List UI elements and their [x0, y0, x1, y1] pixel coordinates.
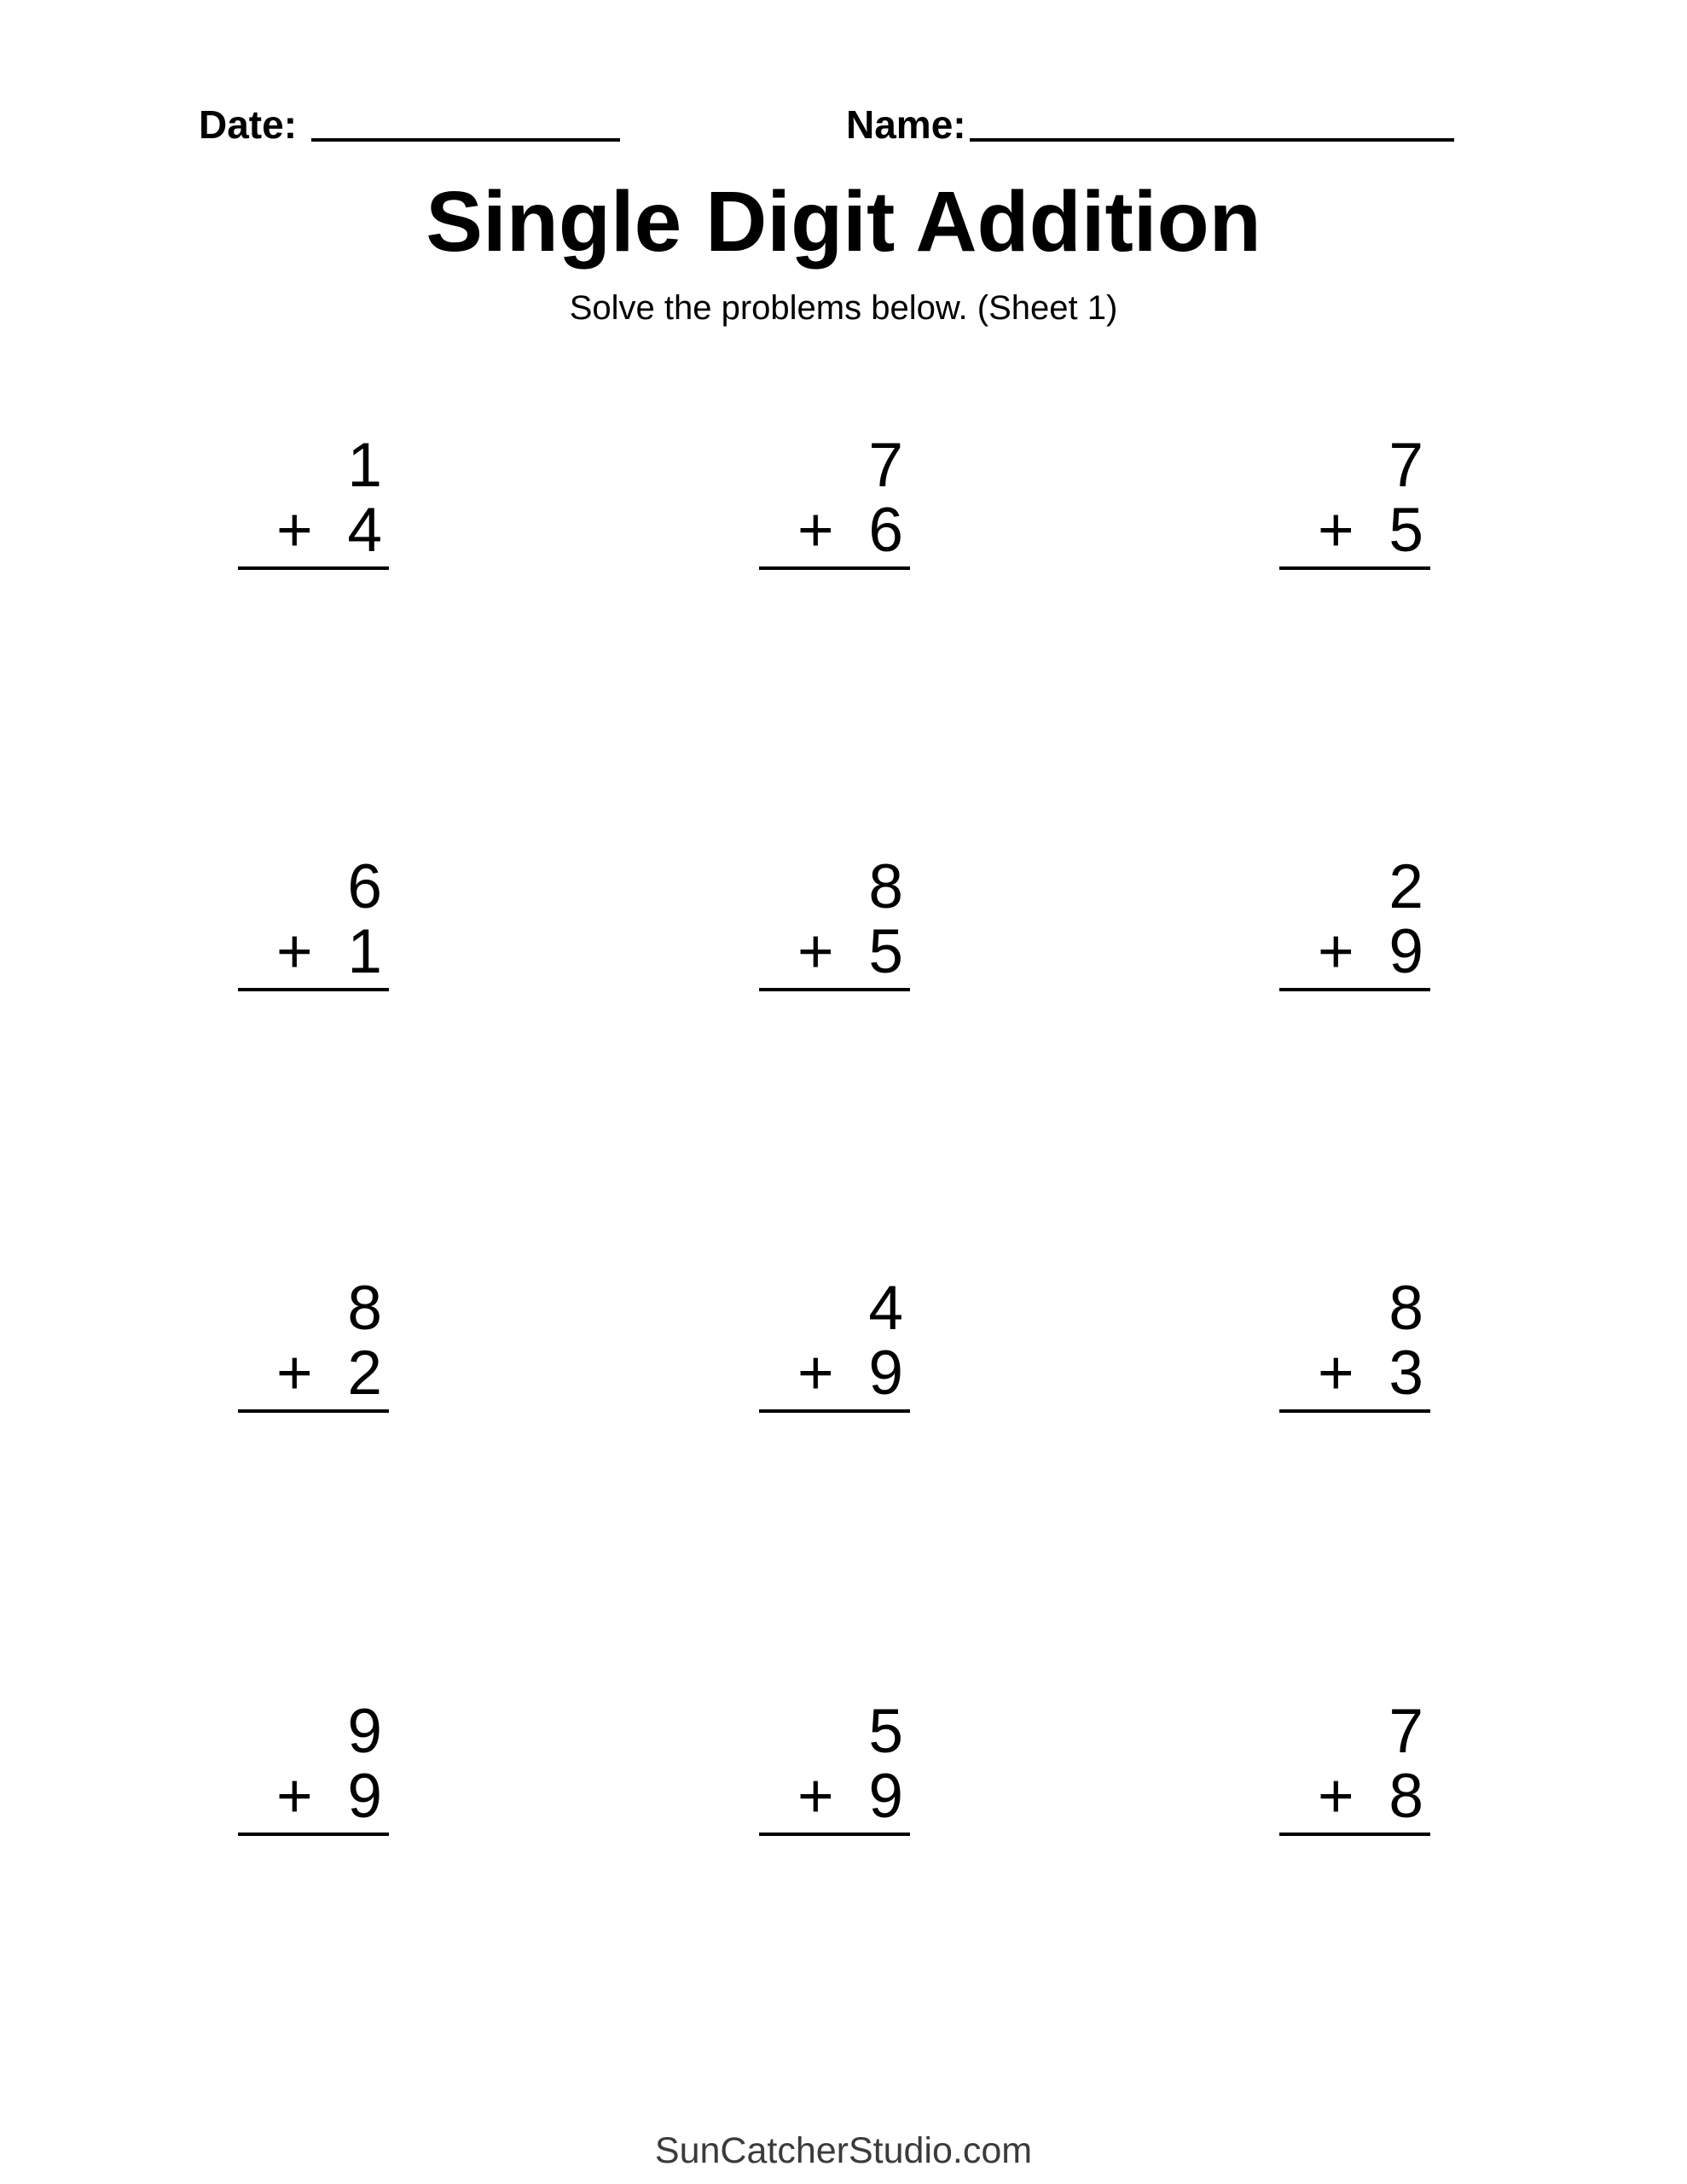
addition-problem-8	[759, 1276, 910, 1413]
bottom-addend: 3	[1388, 1339, 1423, 1408]
addition-problem-4	[238, 852, 389, 991]
addition-problem-12	[1279, 1699, 1430, 1836]
top-addend: 5	[868, 1697, 903, 1766]
top-addend: 8	[868, 852, 903, 921]
bottom-addend: 2	[347, 1339, 382, 1408]
addition-problem-1	[238, 433, 389, 570]
date-label: Date:	[199, 102, 298, 147]
top-addend: 9	[347, 1697, 382, 1766]
addition-problem-7	[238, 1276, 389, 1413]
addition-problem-2	[759, 433, 910, 570]
plus-operator: +	[797, 1762, 834, 1831]
top-addend: 6	[347, 852, 382, 921]
plus-operator: +	[797, 496, 834, 565]
top-addend: 2	[1388, 852, 1423, 921]
footer-website: SunCatcherStudio.com	[654, 2130, 1033, 2171]
bottom-addend: 4	[347, 496, 382, 565]
addition-problem-6	[1279, 852, 1430, 991]
name-fill-line[interactable]	[970, 138, 1454, 142]
bottom-addend: 5	[868, 917, 903, 986]
plus-operator: +	[1318, 1339, 1354, 1408]
plus-operator: +	[1318, 496, 1354, 565]
addition-problem-3	[1279, 433, 1430, 570]
worksheet-title: Single Digit Addition	[426, 174, 1261, 270]
name-label: Name:	[846, 102, 966, 147]
addition-problem-11	[759, 1699, 910, 1836]
plus-operator: +	[276, 496, 313, 565]
bottom-addend: 6	[868, 496, 903, 565]
plus-operator: +	[797, 1339, 834, 1408]
top-addend: 8	[347, 1274, 382, 1343]
bottom-addend: 5	[1388, 496, 1423, 565]
plus-operator: +	[1318, 1762, 1354, 1831]
addition-problem-10	[238, 1699, 389, 1836]
top-addend: 7	[1388, 431, 1423, 500]
top-addend: 8	[1388, 1274, 1423, 1343]
top-addend: 7	[1388, 1697, 1423, 1766]
bottom-addend: 9	[868, 1762, 903, 1831]
bottom-addend: 9	[1388, 917, 1423, 986]
top-addend: 1	[347, 431, 382, 500]
plus-operator: +	[1318, 917, 1354, 986]
plus-operator: +	[797, 917, 834, 986]
bottom-addend: 9	[347, 1762, 382, 1831]
plus-operator: +	[276, 917, 313, 986]
bottom-addend: 8	[1388, 1762, 1423, 1831]
plus-operator: +	[276, 1339, 313, 1408]
plus-operator: +	[276, 1762, 313, 1831]
top-addend: 7	[868, 431, 903, 500]
addition-problem-5	[759, 852, 910, 991]
date-fill-line[interactable]	[311, 138, 620, 142]
top-addend: 4	[868, 1274, 903, 1343]
addition-problem-9	[1279, 1276, 1430, 1413]
bottom-addend: 9	[868, 1339, 903, 1408]
worksheet-subtitle: Solve the problems below. (Sheet 1)	[569, 289, 1118, 327]
bottom-addend: 1	[347, 917, 382, 986]
